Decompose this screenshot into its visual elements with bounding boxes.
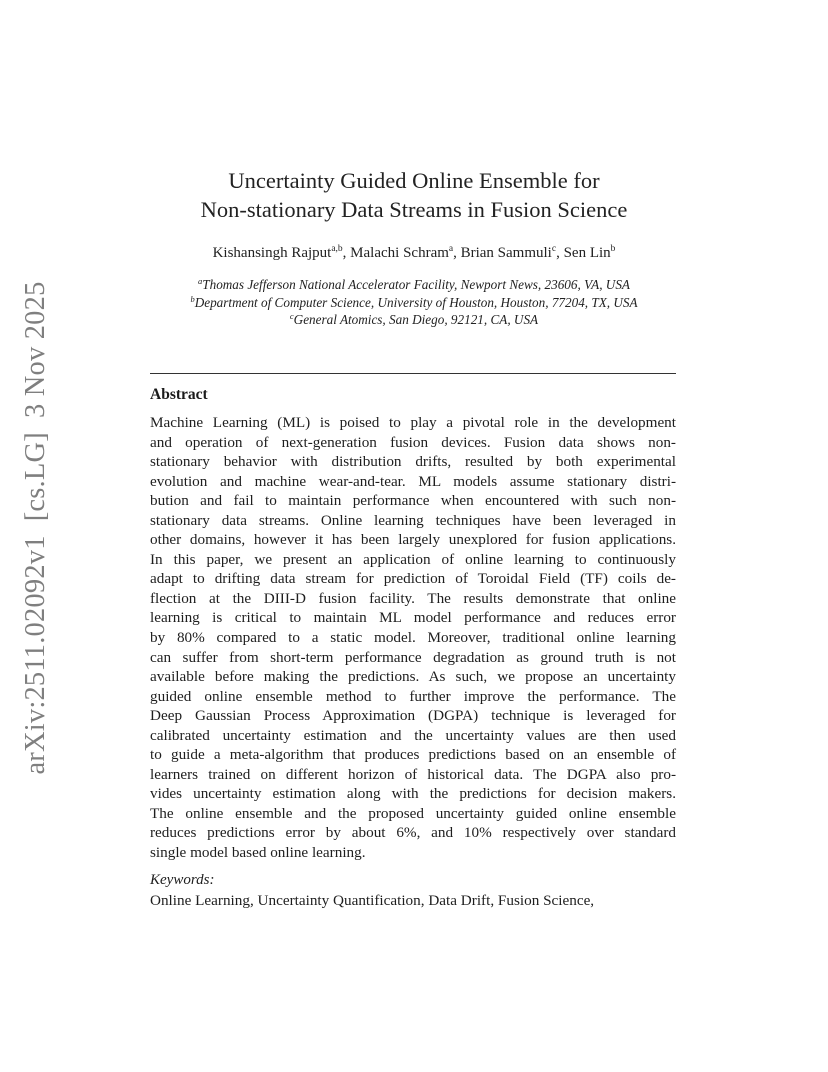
abstract-line: learners trained on different horizon of historical data. The DGPA also pro- (150, 765, 676, 783)
abstract-line: stationary behavior with distribution drifts, resulted by both experimental (150, 453, 676, 471)
arxiv-date: 3 Nov 2025 (20, 281, 51, 419)
author-affil-mark: a,b (331, 244, 343, 254)
keywords-text: Online Learning, Uncertainty Quantification, Data Drift, Fusion Science, (150, 892, 595, 909)
affiliation-item (150, 311, 678, 329)
affiliation-list (150, 276, 678, 329)
affiliation-mark: c (289, 311, 294, 321)
abstract-line: learning is critical to maintain ML model performance and reduces error (150, 609, 676, 627)
abstract-line: by 80% compared to a static model. Moreover, traditional online learning (150, 629, 676, 647)
author-name: Malachi Schram (350, 245, 449, 261)
abstract-line: In this paper, we present an application of online learning to continuously (150, 550, 676, 568)
abstract-line: bution and fail to maintain performance when encountered with such non- (150, 492, 676, 510)
affiliation-text: General Atomics, San Diego, 92121, CA, USA (293, 312, 539, 327)
arxiv-identifier-stamp (20, 281, 52, 774)
author-name: Sen Lin (563, 245, 611, 261)
author-affil-mark: a (448, 244, 454, 254)
abstract-line: can suffer from short-term performance degradation as ground truth is not (150, 648, 676, 666)
abstract-body (150, 413, 676, 863)
arxiv-category: [cs.LG] (20, 432, 51, 522)
abstract-line: to guide a meta-algorithm that produces predictions based on an ensemble of (150, 746, 676, 764)
abstract-line: other domains, however it has been largely unexplored for fusion applications. (150, 531, 676, 549)
abstract-line: calibrated uncertainty estimation and the uncertainty values are then used (150, 726, 676, 744)
horizontal-rule (150, 373, 676, 374)
abstract-line: stationary data streams. Online learning techniques have been leveraged in (150, 511, 676, 529)
abstract-heading: Abstract (150, 386, 208, 403)
abstract-line: Machine Learning (ML) is poised to play a pivotal role in the development (150, 414, 676, 431)
title-line-1: Uncertainty Guided Online Ensemble for (228, 168, 600, 193)
abstract-line: guided online ensemble method to further improve the performance. The (150, 687, 676, 705)
abstract-line: reduces predictions error by about 6%, and 10% respectively over standard (150, 824, 676, 842)
abstract-line: adapt to drifting data stream for prediction of Toroidal Field (TF) coils de- (150, 570, 676, 588)
author-name: Kishansingh Rajput (212, 245, 332, 261)
abstract-line: Deep Gaussian Process Approximation (DGPA) technique is leveraged for (150, 707, 676, 725)
abstract-line: evolution and machine wear-and-tear. ML models assume stationary distri- (150, 472, 676, 490)
affiliation-text: Department of Computer Science, University of Houston, Houston, 77204, TX, USA (194, 294, 638, 310)
abstract-line: and operation of next-generation fusion devices. Fusion data shows non- (150, 433, 676, 451)
abstract-line: flection at the DIII-D fusion facility. The results demonstrate that online (150, 589, 676, 607)
abstract-line: The online ensemble and the proposed uncertainty guided online ensemble (150, 804, 676, 822)
paper-title (150, 166, 678, 224)
abstract-line: available before making the predictions. As such, we propose an uncertainty (150, 668, 676, 686)
arxiv-id: arXiv:2511.02092v1 (20, 535, 51, 775)
abstract-line: single model based online learning. (150, 844, 366, 862)
abstract-line: vides uncertainty estimation along with the predictions for decision makers. (150, 785, 676, 803)
author-affil-mark: b (610, 244, 616, 254)
title-line-2: Non-stationary Data Streams in Fusion Science (200, 197, 628, 222)
author-affil-mark: c (551, 244, 557, 254)
author-list: Kishansingh Rajput$^{a,b}$, Malachi Schram$^a$, Brian Sammuli$^c$, Sen Lin$^b$ (212, 244, 616, 261)
affiliation-mark: b (190, 293, 195, 304)
keywords-label: Keywords: (150, 872, 215, 888)
author-name: Brian Sammuli (460, 245, 552, 261)
affiliation-item (150, 276, 678, 294)
affiliation-text: Thomas Jefferson National Accelerator Facility, Newport News, 23606, VA, USA (202, 277, 630, 292)
affiliation-item (150, 294, 678, 312)
affiliation-mark: a (198, 276, 203, 286)
